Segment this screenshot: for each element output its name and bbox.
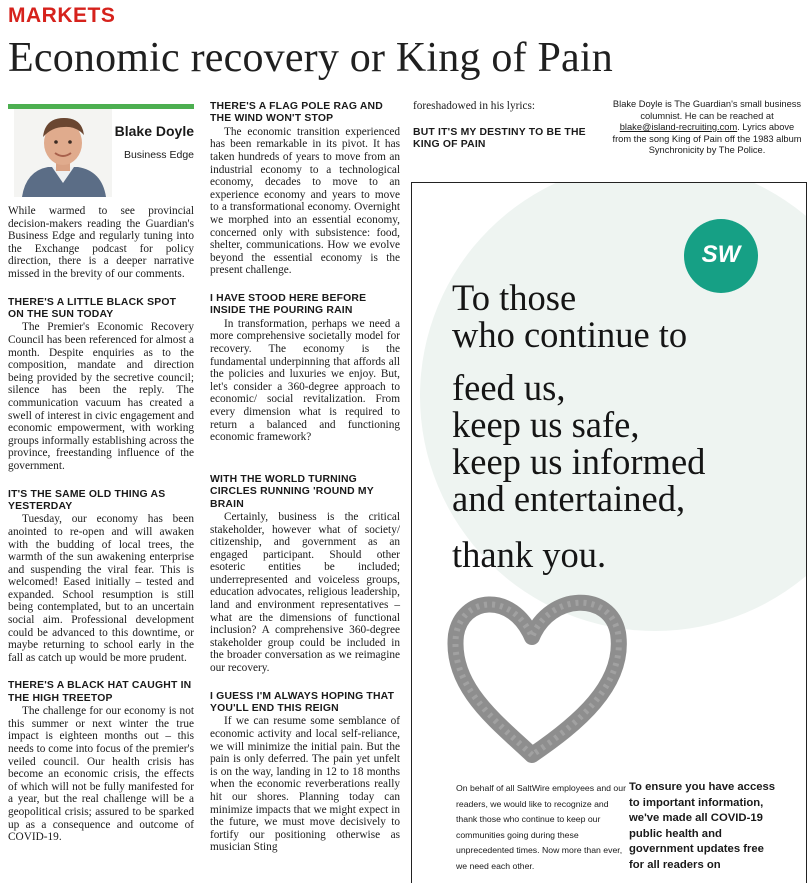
ad-text-line: To those [452, 277, 577, 318]
author-bio [611, 99, 803, 157]
subhead: I GUESS I'M ALWAYS HOPING THAT YOU'LL END THIS REIGN [210, 690, 395, 715]
ad-free-access-text: To ensure you have access to important information, we've made all COVID-19 public health and government updates free for all readers on [629, 781, 776, 871]
body-paragraph: Tuesday, our economy has been anointed to re-open and will awaken with the budding of local trees, the warmth of the sun awakening enterprise and suspending the viral fear. This is welcomed! Eased initially – tested and expanded. School resumption is still being contemplated, but to an uncertain social aim. Professional development could be advanced to this downtime, or maybe returning to school early in the fall as catch up would be more prudent. [8, 513, 194, 664]
author-box [8, 104, 194, 197]
subhead: THERE'S A BLACK HAT CAUGHT IN THE HIGH TREETOP [8, 680, 192, 704]
saltwire-logo-icon: SW [684, 219, 758, 293]
subhead: WITH THE WORLD TURNING CIRCLES RUNNING 'ROUND MY BRAIN [210, 473, 374, 510]
bio-text: . Lyrics above from the song King of Pain off the 1983 album Synchronicity by The Police. [612, 122, 802, 155]
subhead: I HAVE STOOD HERE BEFORE INSIDE THE POURING RAIN [210, 292, 367, 317]
subhead: IT'S THE SAME OLD THING AS YESTERDAY [8, 488, 166, 512]
saltwire-ad [411, 182, 807, 883]
ad-text-line: keep us safe, [452, 404, 640, 445]
section-label: MARKETS [8, 4, 116, 27]
ad-text-line: feed us, [452, 367, 566, 408]
author-name: Blake Doyle [114, 123, 194, 139]
ad-body-text: On behalf of all SaltWire employees and our readers, we would like to recognize and thank those who continue to keep our communities going during these unprecedented times. Now more than ever, we need each other. [456, 783, 626, 871]
bio-text: Blake Doyle is The Guardian's small business columnist. He can be reached at [612, 99, 802, 121]
body-paragraph: If we can resume some semblance of economic activity and local self-reliance, we will minimize the initial pain. But the pain is only deferred. The pain yet unfelt is on the way, landing in 12 to 18 months when the economic reverberations really hit our shores. Planning today can minimize impacts that we might expect in the future, we must move decisively to fortify our positioning otherwise as musician Sting [210, 715, 400, 854]
column-2 [210, 101, 400, 854]
headline: Economic recovery or King of Pain [8, 35, 613, 81]
author-photo [14, 109, 112, 197]
heart-icon [442, 587, 632, 767]
subhead: THERE'S A LITTLE BLACK SPOT ON THE SUN TODAY [8, 296, 177, 320]
ad-text-line: keep us informed [452, 441, 706, 482]
ad-text-line: and entertained, [452, 478, 686, 519]
body-paragraph: Certainly, business is the critical stakeholder, however what of society/ citizenship, and government as an engaged participant. Should other esoteric entities be included; underrepresented and voiceless groups, education advocates, religious leadership, land and environment representatives – what are the dimensions of functional inclusion? A comprehensive 360-degree stakeholder group could be included in the broader conversation as we reimagine our recovery. [210, 510, 400, 675]
body-paragraph: The Premier's Economic Recovery Council has been referenced for almost a month. Despite enquiries as to the composition, mandate and direction being provided by the secretive council; silence has been the reply. The communication vacuum has created a swell of interest in civic engagement and economic empowerment, with working groups informally establishing across the province, freestanding influence of the government. [8, 321, 194, 472]
body-paragraph: In transformation, perhaps we need a more comprehensive societally model for recovery. The economy is the fundamental underpinning that affords all the policies and luxuries we enjoy. But, let's consider a 360-degree approach to economic/ social revitalization. From every dimension what is required to return a balanced and functioning economic framework? [210, 317, 400, 444]
body-paragraph: foreshadowed in his lyrics: [413, 100, 536, 112]
body-paragraph: The economic transition experienced has been remarkable in its pivot. It has taken hundreds of years to move from an industrial economy to a technological economy, decades to move to an experience economy and years to move to a transformational economy. Overnight we morphed into an essential economy, concerned only with subsistence: food, shelter, communications. How we evolve beyond the essential economy is the present challenge. [210, 125, 400, 277]
body-paragraph: The challenge for our economy is not this summer or next winter the true impact is eighteen months out – this needs to come into focus of the premier's veiled council. Our health crisis has become an economic crisis, the effects of which will not be fully manifested for a year, but the real challenge will be a geopolitical crisis; assured to be sparked up as a consequence and outcome of COVID-19. [8, 705, 194, 844]
closing-lyric: BUT IT'S MY DESTINY TO BE THE KING OF PAIN [413, 126, 586, 150]
subhead: THERE'S A FLAG POLE RAG AND THE WIND WON'T STOP [210, 101, 383, 125]
column-3 [413, 100, 593, 151]
ad-text-line: who continue to [452, 314, 688, 355]
column-1 [8, 104, 194, 844]
author-email-link[interactable]: blake@island-recruiting.com [619, 122, 738, 132]
ad-text-line: thank you. [452, 534, 607, 575]
intro-paragraph: While warmed to see provincial decision-makers reading the Guardian's Business Edge and regularly tuning into the Exchange podcast for policy direction, there is a deeper narrative missed in the brevity of our comments. [8, 205, 194, 280]
author-role: Business Edge [123, 149, 194, 161]
